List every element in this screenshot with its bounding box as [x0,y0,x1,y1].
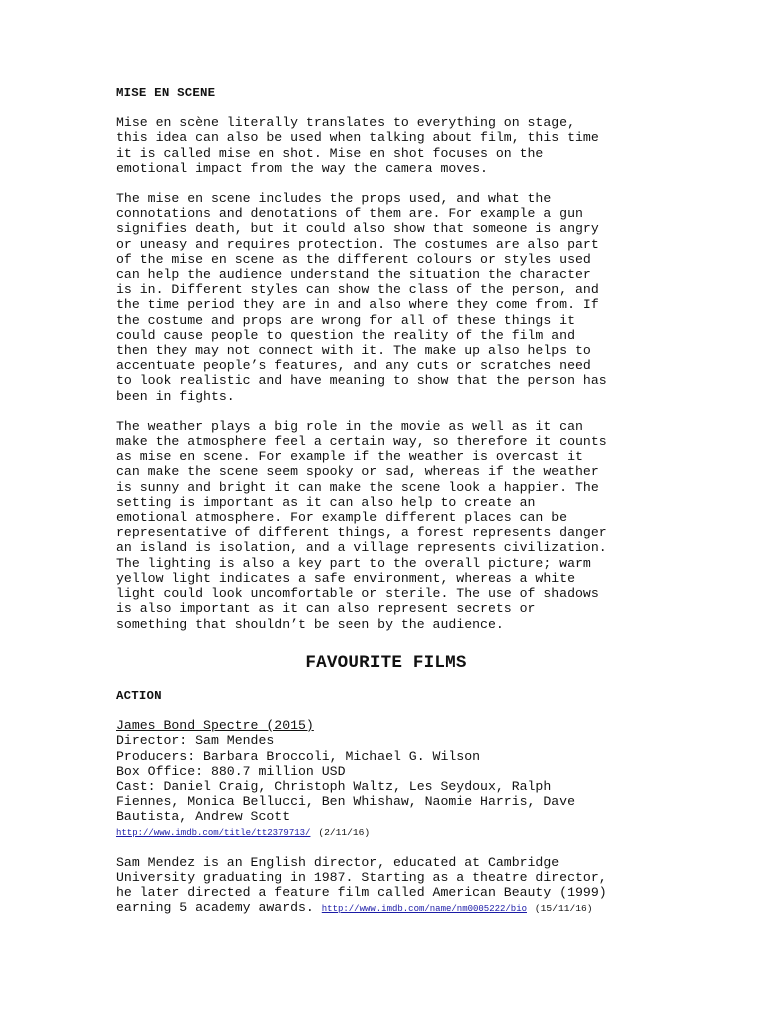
film-cast: Cast: Daniel Craig, Christoph Waltz, Les Seydoux, Ralph Fiennes, Monica Bellucci, Ben Whishaw, Naomie Harris, Dave Bautista, Andrew Scott [116,778,575,825]
mise-en-scene-paragraph-1: Mise en scène literally translates to everything on stage, this idea can also be used when talking about film, this time it is called mise en shot. Mise en shot focuses on the emotional impact from the way the camera moves. [116,115,599,176]
film-source-date: (2/11/16) [318,826,371,838]
film-producers: Producers: Barbara Broccoli, Michael G. Wilson [116,748,481,764]
document-page [116,86,656,932]
director-bio-link[interactable]: http://www.imdb.com/name/nm0005222/bio [321,904,527,915]
director-bio-date: (15/11/16) [534,903,593,915]
film-source-link[interactable]: http://www.imdb.com/title/tt2379713/ [116,827,311,838]
director-bio-text: Sam Mendez is an English director, educated at Cambridge University graduating in 1987. Starting as a theatre director, he later directed a feature film called American Beauty (1999) earning 5 academy awards. [116,854,607,916]
action-section-heading: ACTION [116,688,162,703]
film-title: James Bond Spectre (2015) [116,718,314,734]
film-entry [116,718,656,839]
film-source-row [116,825,656,840]
mise-en-scene-paragraph-2: The mise en scene includes the props used, and what the connotations and denotations of them are. For example a gun signifies death, but it could also show that someone is angry or uneasy and requires protection. The costumes are also part of the mise en scene as the different colours or styles used can help the audience understand the situation the character is in. Different styles can show the class of the person, and the time period they are in and also where they come from. If the costume and props are wrong for all of these things it could cause people to question the reality of the film and then they may not connect with it. The make up also helps to accentuate people’s features, and any cuts or scratches need to look realistic and have meaning to show that the person has been in fights. [116,191,607,404]
favourite-films-title: FAVOURITE FILMS [305,652,467,673]
director-bio [116,855,656,918]
film-director: Director: Sam Mendes [116,733,275,749]
film-box-office: Box Office: 880.7 million USD [116,763,346,779]
mise-en-scene-paragraph-3: The weather plays a big role in the movie as well as it can make the atmosphere feel a certain way, so therefore it counts as mise en scene. For example if the weather is overcast it can make the scene seem spooky or sad, whereas if the weather is sunny and bright it can make the scene look a happier. The setting is important as it can also help to create an emotional atmosphere. For example different places can be representative of different things, a forest represents danger an island is isolation, and a village represents civilization. The lighting is also a key part to the overall picture; warm yellow light indicates a safe environment, whereas a white light could look uncomfortable or sterile. The use of shadows is also important as it can also represent secrets or something that shouldn’t be seen by the audience. [116,418,607,632]
mise-en-scene-heading: MISE EN SCENE [116,86,216,100]
